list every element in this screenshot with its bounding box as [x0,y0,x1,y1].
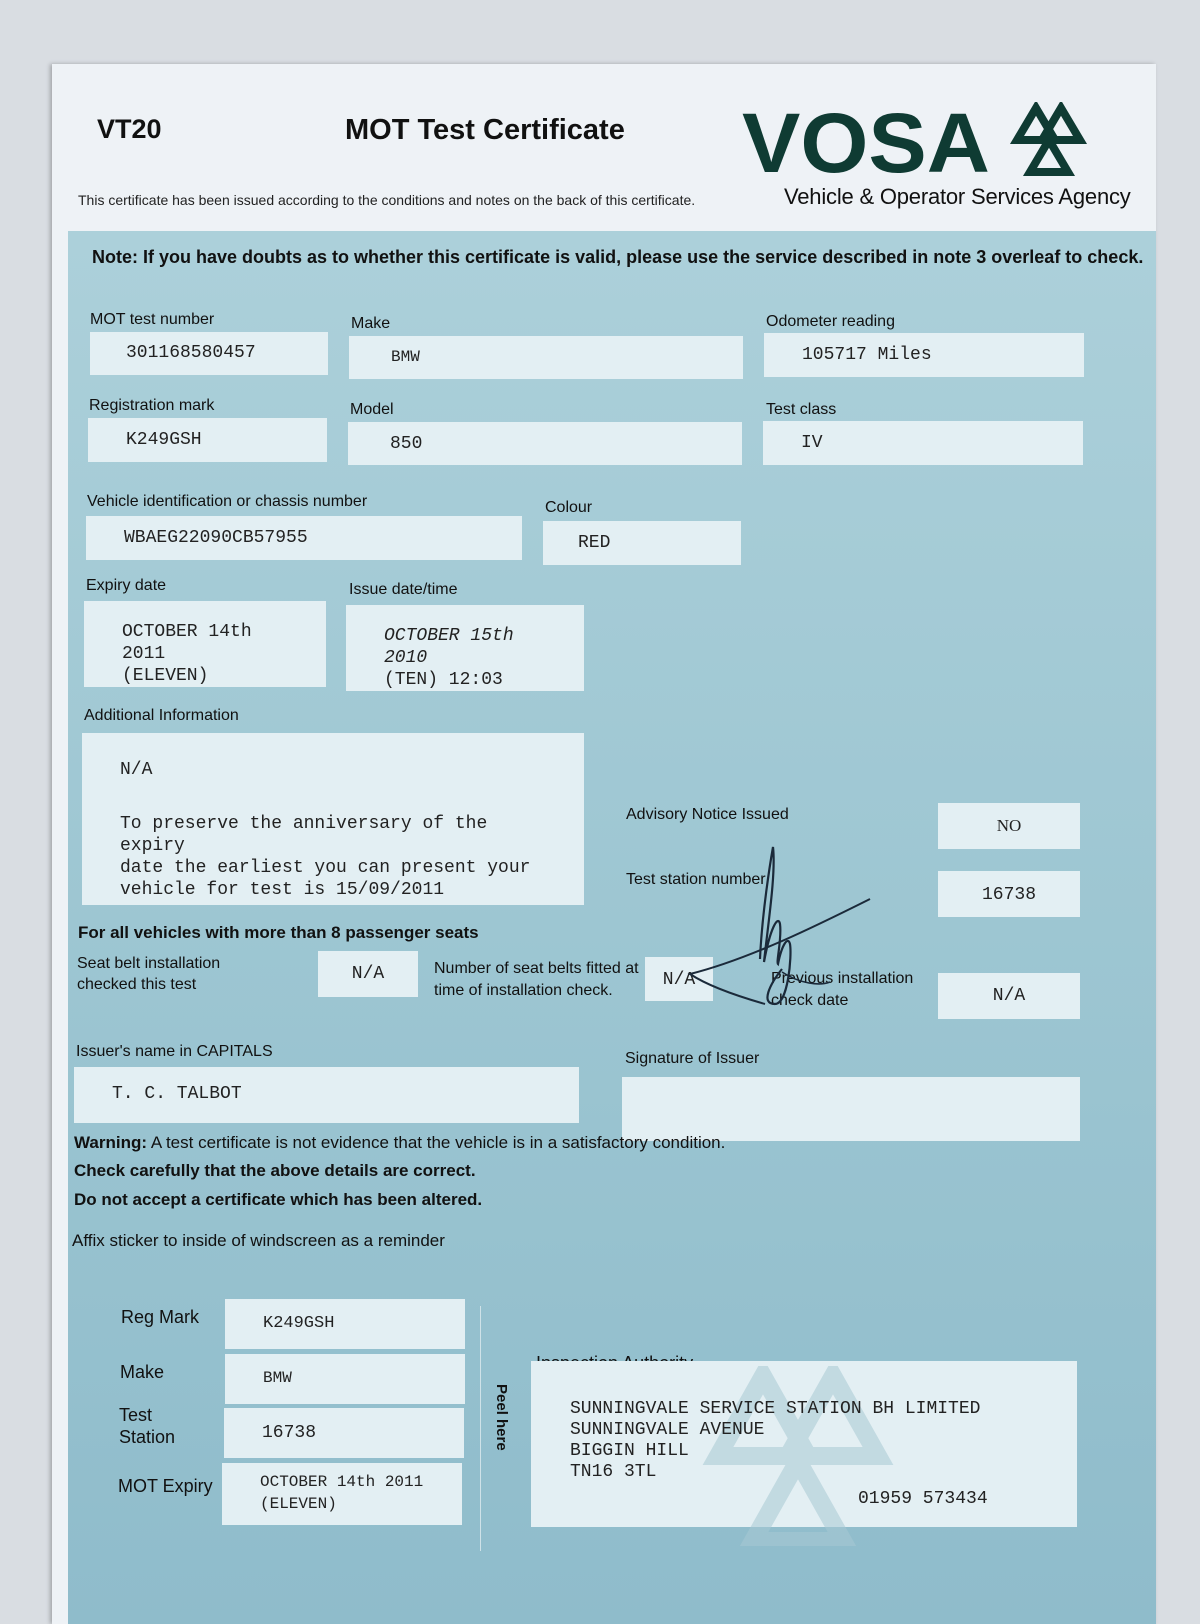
mot-test-number-field: 301168580457 [90,332,328,375]
passenger-heading: For all vehicles with more than 8 passenger seats [78,923,479,942]
test-station-field: 16738 [938,871,1080,917]
expiry-line-1: OCTOBER 14th 2011 [122,622,252,664]
warning-label: Warning: [74,1133,148,1152]
stub-expiry-line-1: OCTOBER 14th 2011 [260,1473,424,1491]
issuer-name-field: T. C. TALBOT [74,1067,579,1123]
vosa-logo [742,102,1092,182]
issue-date-line-2: (TEN) 12:03 [384,670,503,690]
belts-count-label-2: time of installation check. [434,982,613,999]
make-field: BMW [349,336,743,379]
form-number: VT20 [97,114,162,144]
additional-info-line-3: date the earliest you can present your [120,858,531,878]
test-class-label: Test class [766,401,837,418]
issue-date-label: Issue date/time [349,581,458,598]
model-label: Model [350,401,394,418]
certificate-panel [68,231,1156,1624]
expiry-field [84,601,326,687]
authority-line-4: TN16 3TL [570,1462,657,1482]
seatbelt-label-2: checked this test [77,976,197,993]
belts-count-label [434,958,639,1002]
authority-line-3: BIGGIN HILL [570,1441,689,1461]
stub-expiry-label: MOT Expiry [118,1476,213,1496]
certificate-title: MOT Test Certificate [345,114,625,146]
stub-station-label-2: Station [119,1427,176,1447]
authority-line-2: SUNNINGVALE AVENUE [570,1420,765,1440]
vosa-logo-text: VOSA [742,102,990,182]
affix-line: Affix sticker to inside of windscreen as a reminder [72,1231,445,1250]
colour-field: RED [543,521,741,565]
make-label: Make [351,315,391,332]
stub-expiry-line-2: (ELEVEN) [260,1495,337,1513]
warning-line [74,1133,725,1153]
authority-line-1: SUNNINGVALE SERVICE STATION BH LIMITED [570,1399,981,1419]
stub-reg-field: K249GSH [225,1299,465,1349]
belts-count-label-1: Number of seat belts fitted at [434,960,639,977]
seatbelt-field: N/A [318,951,418,997]
stub-station-field: 16738 [224,1408,464,1458]
additional-info-line-2: To preserve the anniversary of the expiry [120,814,488,856]
advisory-field: NO [938,803,1080,849]
prev-check-field: N/A [938,973,1080,1019]
agency-name: Vehicle & Operator Services Agency [784,184,1131,209]
authority-phone: 01959 573434 [858,1489,988,1509]
stub-reg-label: Reg Mark [121,1307,200,1327]
certificate-sheet [52,64,1156,1624]
warning-text: A test certificate is not evidence that the vehicle is in a satisfactory condition. [150,1133,726,1152]
belts-count-field: N/A [645,957,713,1001]
issue-note: This certificate has been issued according to the conditions and notes on the back of this certificate. [78,192,696,208]
test-class-field: IV [763,421,1083,465]
issuer-name-label: Issuer's name in CAPITALS [76,1043,273,1060]
altered-line: Do not accept a certificate which has been altered. [74,1190,483,1209]
check-details-line: Check carefully that the above details are correct. [74,1161,476,1180]
prev-check-label-1: Previous installation [771,970,914,987]
model-field: 850 [348,422,742,465]
stub-station-label-1: Test [119,1405,153,1425]
validity-note: Note: If you have doubts as to whether this certificate is valid, please use the service described in note 3 overleaf to check. [92,247,1144,267]
odometer-field: 105717 Miles [764,333,1084,377]
additional-info-line-1: N/A [120,760,153,780]
additional-info-field [82,733,584,905]
signature-label: Signature of Issuer [625,1050,760,1067]
registration-label: Registration mark [89,397,215,414]
additional-info-label: Additional Information [84,707,239,724]
stub-make-label: Make [120,1362,165,1382]
expiry-line-2: (ELEVEN) [122,666,209,686]
test-station-label: Test station number [626,871,766,888]
seatbelt-label [77,953,220,995]
advisory-label: Advisory Notice Issued [626,806,789,823]
vin-label: Vehicle identification or chassis number [87,493,368,510]
stub-divider [480,1306,481,1551]
registration-field: K249GSH [88,418,327,462]
stub-make-field: BMW [225,1354,465,1404]
signature-field [622,1077,1080,1141]
peel-here-label[interactable]: Peel here [493,1384,510,1451]
colour-label: Colour [545,499,593,516]
issue-date-field [346,605,584,691]
odometer-label: Odometer reading [766,313,895,330]
issue-date-line-1: OCTOBER 15th 2010 [384,626,514,668]
seatbelt-label-1: Seat belt installation [77,955,221,972]
stub-station-label [119,1404,175,1448]
prev-check-label-2: check date [771,992,849,1009]
expiry-label: Expiry date [86,577,167,594]
stub-expiry-field [222,1463,462,1525]
mot-test-number-label: MOT test number [90,311,215,328]
issuer-signature [670,844,910,1014]
additional-info-line-4: vehicle for test is 15/09/2011 [120,880,445,900]
triangles-icon [1017,108,1080,172]
authority-address [570,1399,980,1483]
vin-field: WBAEG22090CB57955 [86,516,522,560]
